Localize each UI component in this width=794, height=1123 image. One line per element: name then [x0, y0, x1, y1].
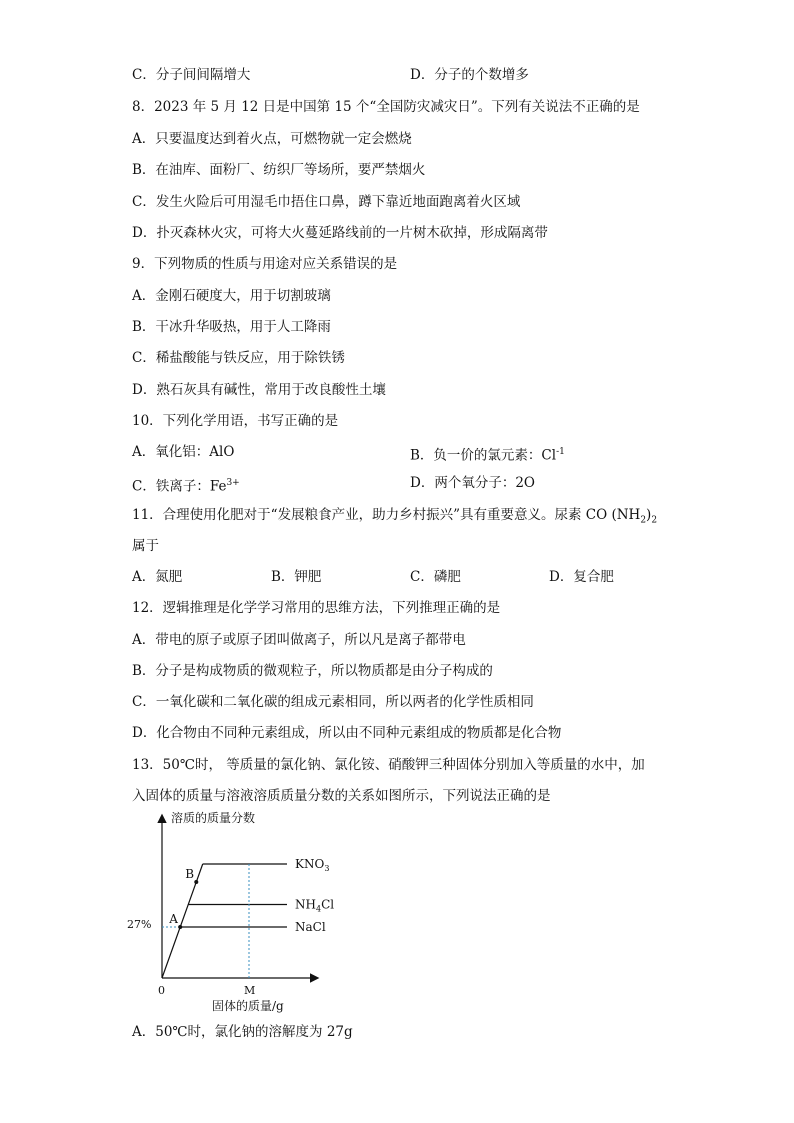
- point-b-label: B: [185, 867, 195, 881]
- q13-stem-line1: 13．50℃时， 等质量的氯化钠、氯化铵、硝酸钾三种固体分别加入等质量的水中，加: [132, 757, 645, 773]
- q9-option-d: D．熟石灰具有碱性，常用于改良酸性土壤: [132, 382, 386, 398]
- q10-stem: 10．下列化学用语，书写正确的是: [132, 413, 339, 429]
- q9-option-a: A．金刚石硬度大，用于切割玻璃: [132, 288, 331, 304]
- q9-stem: 9．下列物质的性质与用途对应关系错误的是: [132, 256, 398, 272]
- q8-option-d: D．扑灭森林火灾，可将大火蔓延路线前的一片树木砍掉，形成隔离带: [132, 225, 548, 241]
- q11-stem-continued: 属于: [132, 538, 159, 554]
- q7-option-c: C．分子间间隔增大: [132, 67, 251, 83]
- q11-option-d: D．复合肥: [549, 569, 614, 585]
- series-kno3-label: $KNO_3$: [295, 857, 330, 873]
- origin-label: 0: [158, 984, 165, 997]
- q13-option-a: A．50℃时，氯化钠的溶解度为 27g: [132, 1024, 353, 1040]
- point-b: [194, 880, 198, 884]
- q10-option-c: C．铁离子：$Fe^{3+}$: [132, 478, 240, 495]
- q11-stem: 11．合理使用化肥对于“发展粮食产业，助力乡村振兴”具有重要意义。尿素 CO $(NH_2)_2$: [132, 507, 658, 526]
- point-a-label: A: [169, 912, 178, 926]
- y-tick-label-27: 27%: [127, 918, 152, 931]
- q9-option-c: C．稀盐酸能与铁反应，用于除铁锈: [132, 350, 345, 366]
- q9-option-b: B．干冰升华吸热，用于人工降雨: [132, 319, 331, 335]
- q12-option-b: B．分子是构成物质的微观粒子，所以物质都是由分子构成的: [132, 663, 493, 679]
- q13-stem-line2: 入固体的质量与溶液溶质质量分数的关系如图所示，下列说法正确的是: [132, 788, 551, 804]
- q8-stem: 8．2023 年 5 月 12 日是中国第 15 个“全国防灾减灾日”。下列有关说法不正确的是: [132, 99, 640, 115]
- q7-option-d: D．分子的个数增多: [410, 67, 529, 83]
- q11-option-c: C．磷肥: [410, 569, 461, 585]
- q8-option-a: A．只要温度达到着火点，可燃物就一定会燃烧: [132, 131, 412, 147]
- point-a: [178, 925, 182, 929]
- series-nacl-label: NaCl: [295, 920, 326, 934]
- q10-option-d: D．两个氧分子：2O: [410, 475, 535, 491]
- series-nh4cl-label: $NH_4Cl$: [295, 897, 335, 914]
- solubility-chart: [125, 808, 355, 1023]
- q8-option-b: B．在油库、面粉厂、纺织厂等场所，要严禁烟火: [132, 162, 426, 178]
- q11-option-b: B．钾肥: [271, 569, 322, 585]
- q12-option-c: C．一氧化碳和二氧化碳的组成元素相同，所以两者的化学性质相同: [132, 694, 534, 710]
- q10-option-b: B．负一价的氯元素：$Cl^{-1}$: [410, 447, 565, 464]
- x-tick-label-m: M: [244, 984, 256, 997]
- x-axis-label: 固体的质量/g: [212, 999, 284, 1013]
- q10-option-a: A．氧化铝：AlO: [132, 444, 235, 460]
- q8-option-c: C．发生火险后可用湿毛巾捂住口鼻，蹲下靠近地面跑离着火区域: [132, 194, 521, 210]
- q12-option-d: D．化合物由不同种元素组成，所以由不同种元素组成的物质都是化合物: [132, 725, 562, 741]
- q12-stem: 12．逻辑推理是化学学习常用的思维方法，下列推理正确的是: [132, 600, 501, 616]
- y-axis-label: 溶质的质量分数: [171, 811, 256, 825]
- q11-option-a: A．氮肥: [132, 569, 183, 585]
- q12-option-a: A．带电的原子或原子团叫做离子，所以凡是离子都带电: [132, 632, 466, 648]
